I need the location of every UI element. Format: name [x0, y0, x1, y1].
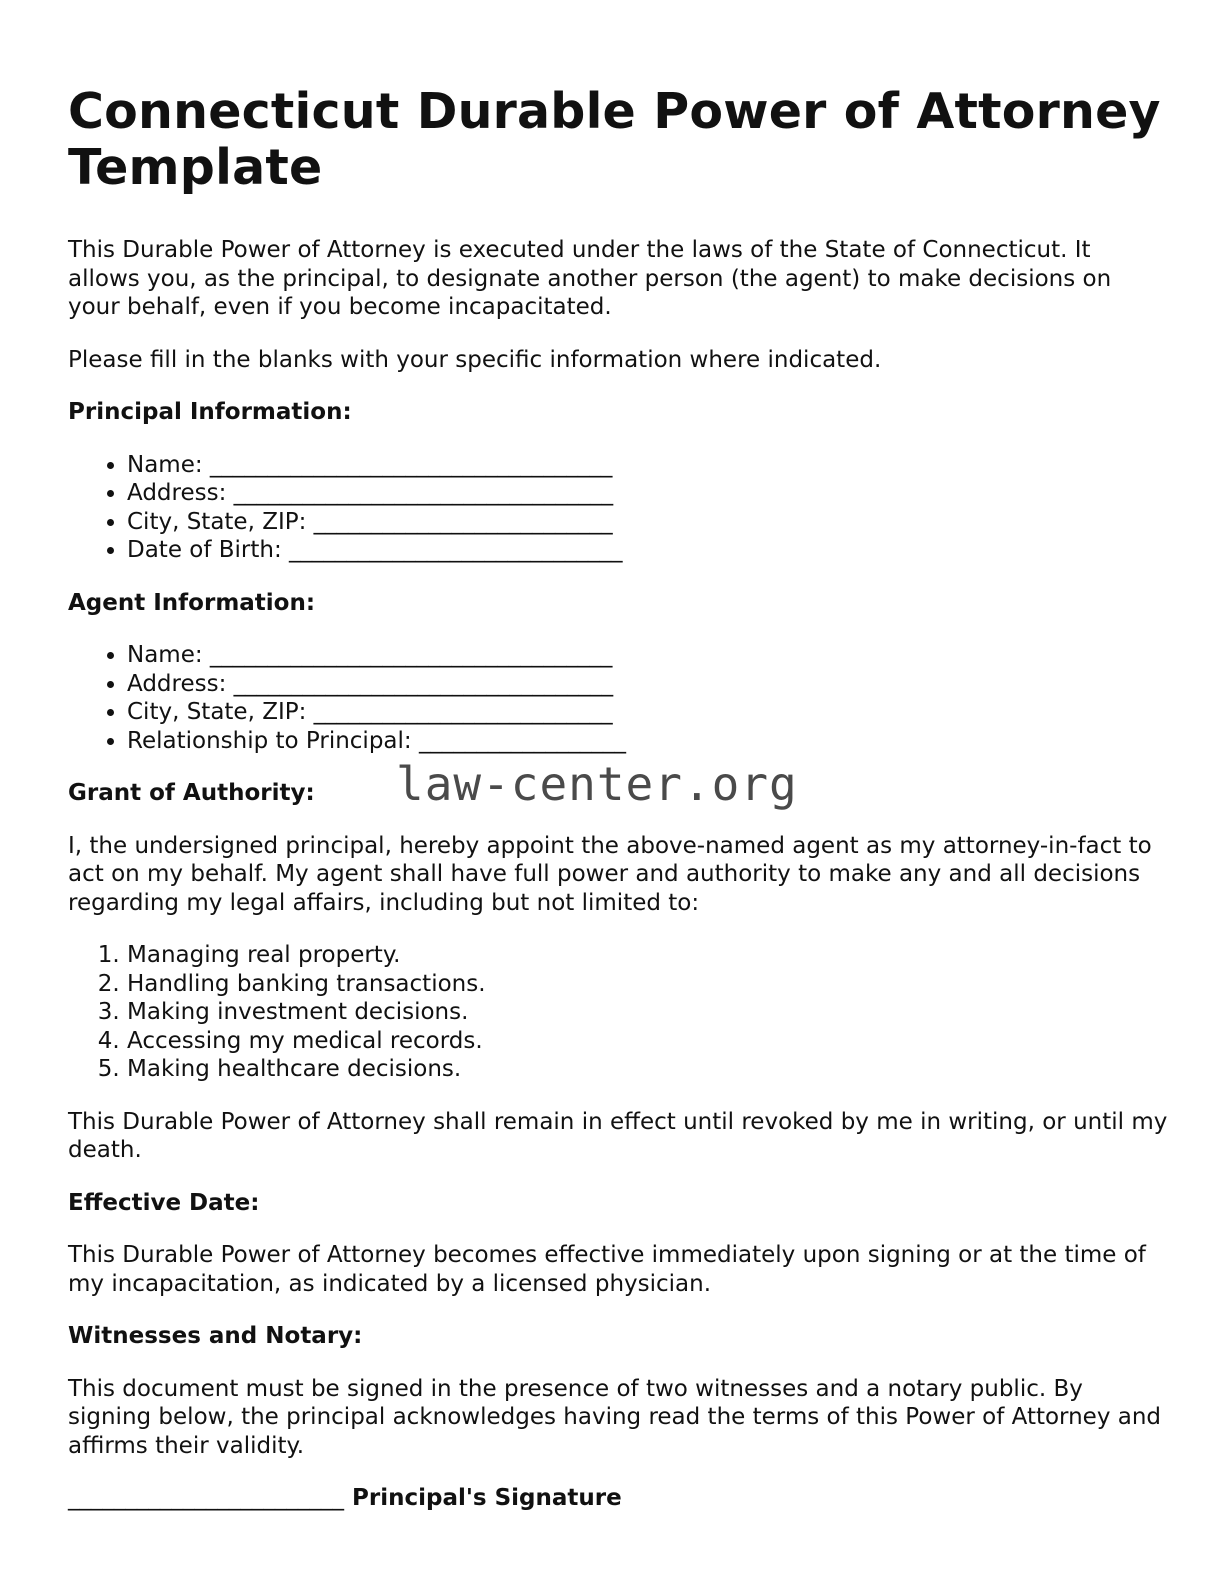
instruction-paragraph: Please fill in the blanks with your specific information where indicated.: [68, 346, 882, 373]
grant-heading-row: [68, 757, 1168, 811]
watermark-text: law-center.org: [396, 757, 798, 811]
signature-line: ________________________: [68, 1485, 344, 1511]
grant-heading: Grant of Authority:: [68, 780, 315, 806]
power-item: 3. Making investment decisions.: [127, 998, 1168, 1027]
principal-info-list: [68, 451, 1168, 565]
agent-heading: Agent Information:: [68, 589, 316, 616]
power-item: 5. Making healthcare decisions.: [127, 1055, 1168, 1084]
agent-city-state-zip-field: • City, State, ZIP: __________________________: [127, 698, 1168, 727]
intro-paragraph: This Durable Power of Attorney is executed under the laws of the State of Connecticut. It allows you, as the principal, to designate another person (the agent) to make decisions on your behalf, even if you become incapacitated.: [68, 237, 1112, 320]
power-item: 4. Accessing my medical records.: [127, 1027, 1168, 1056]
principal-city-state-zip-field: • City, State, ZIP: __________________________: [127, 508, 1168, 537]
agent-address-field: • Address: _________________________________: [127, 670, 1168, 699]
witnesses-heading: Witnesses and Notary:: [68, 1323, 363, 1349]
effective-date-heading: Effective Date:: [68, 1189, 260, 1216]
principal-name-field: • Name: ___________________________________: [127, 451, 1168, 480]
principal-address-field: • Address: _________________________________: [127, 479, 1168, 508]
signature-label: Principal's Signature: [352, 1485, 622, 1511]
powers-list: [68, 941, 1168, 1084]
duration-paragraph: This Durable Power of Attorney shall remain in effect until revoked by me in writing, or until my death.: [68, 1108, 1168, 1163]
page-title: Connecticut Durable Power of Attorney Template: [68, 83, 1161, 196]
principal-date-of-birth-field: • Date of Birth: _____________________________: [127, 536, 1168, 565]
agent-info-list: [68, 641, 1168, 755]
grant-paragraph: I, the undersigned principal, hereby appoint the above-named agent as my attorney-in-fact to act on my behalf. My agent shall have full power and authority to make any and all decisions regarding my legal affairs, including but not limited to:: [68, 832, 1152, 916]
principal-signature-row: [68, 1484, 1168, 1513]
principal-heading: Principal Information:: [68, 399, 352, 425]
power-item: 1. Managing real property.: [127, 941, 1168, 970]
document-page: [68, 84, 1168, 1513]
witnesses-paragraph: This document must be signed in the presence of two witnesses and a notary public. By signing below, the principal acknowledges having read the terms of this Power of Attorney and affirms their validity.: [68, 1375, 1162, 1459]
agent-name-field: • Name: ___________________________________: [127, 641, 1168, 670]
power-item: 2. Handling banking transactions.: [127, 970, 1168, 999]
agent-relationship-field: • Relationship to Principal: __________________: [127, 727, 1168, 756]
effective-date-paragraph: This Durable Power of Attorney becomes effective immediately upon signing or at the time of my incapacitation, as indicated by a licensed physician.: [68, 1242, 1146, 1297]
